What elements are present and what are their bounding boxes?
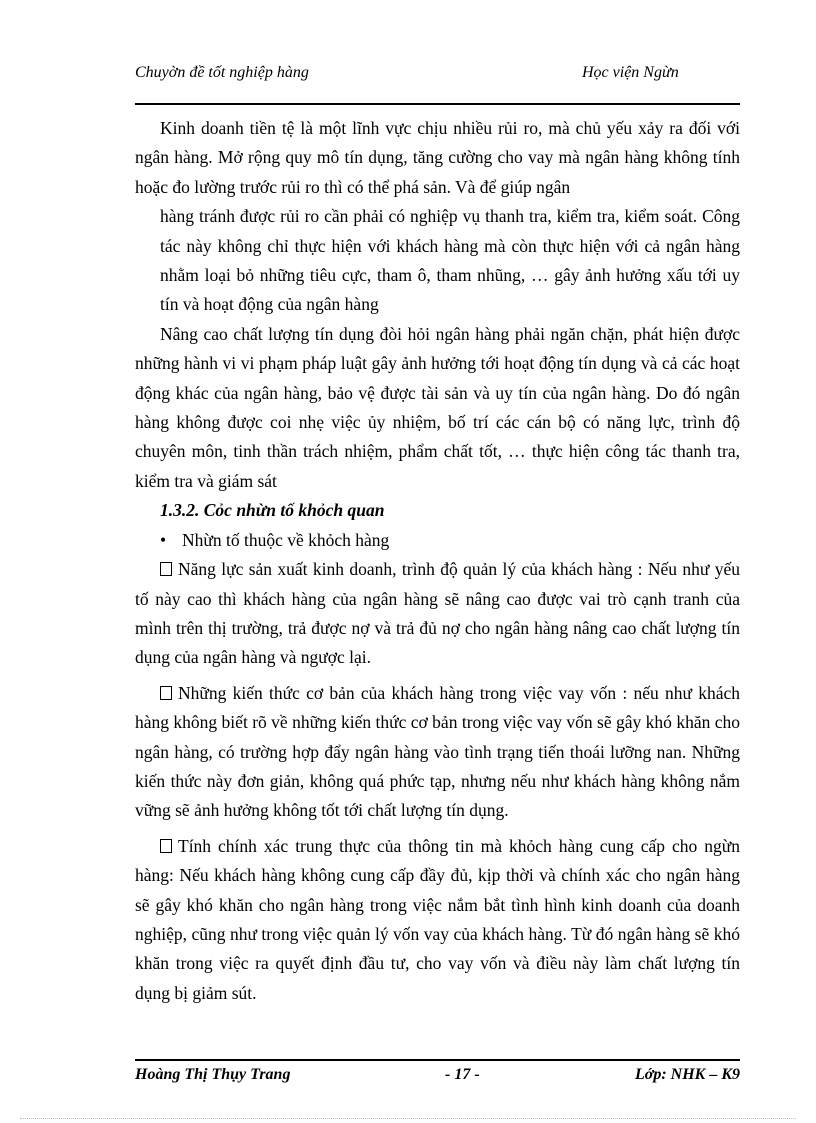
paragraph-quality: Nâng cao chất lượng tín dụng đòi hỏi ngân hàng phải ngăn chặn, phát hiện được những hành vi vi phạm pháp luật gây ảnh hưởng tới hoạt động tín dụng và cả các hoạt động khác của ngân hàng, bảo vệ được tài sản và uy tín của ngân hàng. Do đó ngân hàng không được coi nhẹ việc ủy nhiệm, bố trí các cán bộ có năng lực, trình độ chuyên môn, tinh thần trách nhiệm, phẩm chất tốt, … thực hiện công tác thanh tra, kiểm tra và giám sát bbox=[135, 323, 740, 491]
paragraph-inspection: hàng tránh được rủi ro cần phải có nghiệp vụ thanh tra, kiểm tra, kiểm soát. Công tác này không chỉ thực hiện với khách hàng mà còn thực hiện với cả ngân hàng nhằm loại bỏ những tiêu cực, tham ô, tham nhũng, … gây ảnh hưởng xấu tới uy tín và hoạt động của ngân hàng bbox=[160, 206, 740, 315]
header-institution: Học viện Ngừn bbox=[582, 64, 679, 81]
footer-author: Hoàng Thị Thụy Trang bbox=[135, 1066, 291, 1083]
list-item-text: Những kiến thức cơ bản của khách hàng trong việc vay vốn : nếu như khách hàng không biết rõ về những kiến thức cơ bản trong việc vay vốn sẽ gây khó khăn cho ngân hàng, có trường hợp đẩy ngân hàng vào tình trạng tiến thoái lưỡng nan. Những kiến thức này đơn giản, không quá phức tạp, nhưng nếu như khách hàng không nắm vững sẽ ảnh hưởng không tốt tới chất lượng tín dụng. bbox=[135, 682, 740, 821]
page-number: - 17 - bbox=[445, 1066, 480, 1083]
bullet-item bbox=[135, 526, 740, 555]
footer-class: Lớp: NHK – K9 bbox=[634, 1066, 740, 1083]
list-item-text: Năng lực sản xuất kinh doanh, trình độ quản lý của khách hàng : Nếu như yếu tố này cao thì khách hàng của ngân hàng sẽ nâng cao được vai trò cạnh tranh của mình trên thị trường, trả được nợ và trả đủ nợ cho ngân hàng nâng cao chất lượng tín dụng của ngân hàng và ngược lại. bbox=[135, 559, 740, 668]
page-bottom-border bbox=[20, 1118, 796, 1119]
list-item-text: Tính chính xác trung thực của thông tin mà khỏch hàng cung cấp cho ngừn hàng: Nếu khách hàng không cung cấp đầy đủ, kịp thời và chính xác cho ngân hàng sẽ gây khó khăn cho ngân hàng trong việc nắm bắt tình hình kinh doanh của doanh nghiệp, cũng như trong việc quản lý vốn vay của khách hàng. Từ đó ngân hàng sẽ khó khăn trong việc ra quyết định đầu tư, cho vay vốn và điều này làm chất lượng tín dụng bị giảm sút. bbox=[135, 835, 740, 1003]
header-divider bbox=[135, 103, 740, 105]
list-item-accuracy bbox=[135, 832, 740, 1008]
header-thesis-title: Chuyờn đề tốt nghiệp hàng bbox=[135, 64, 309, 81]
list-item-knowledge bbox=[135, 679, 740, 826]
document-body bbox=[135, 114, 740, 1008]
list-item-capacity bbox=[135, 555, 740, 673]
checkbox-square-icon bbox=[160, 686, 172, 700]
checkbox-square-icon bbox=[160, 839, 172, 853]
footer-divider bbox=[135, 1059, 740, 1061]
bullet-icon: • bbox=[160, 529, 167, 550]
checkbox-square-icon bbox=[160, 562, 172, 576]
section-heading: 1.3.2. Cỏc nhừn tố khỏch quan bbox=[160, 500, 385, 521]
paragraph-risk-intro: Kinh doanh tiền tệ là một lĩnh vực chịu nhiều rủi ro, mà chủ yếu xảy ra đối với ngân hàng. Mở rộng quy mô tín dụng, tăng cường cho vay mà ngân hàng không tính hoặc đo lường trước rủi ro thì có thể phá sản. Và để giúp ngân bbox=[135, 118, 740, 197]
bullet-label: Nhừn tố thuộc về khỏch hàng bbox=[182, 529, 390, 550]
